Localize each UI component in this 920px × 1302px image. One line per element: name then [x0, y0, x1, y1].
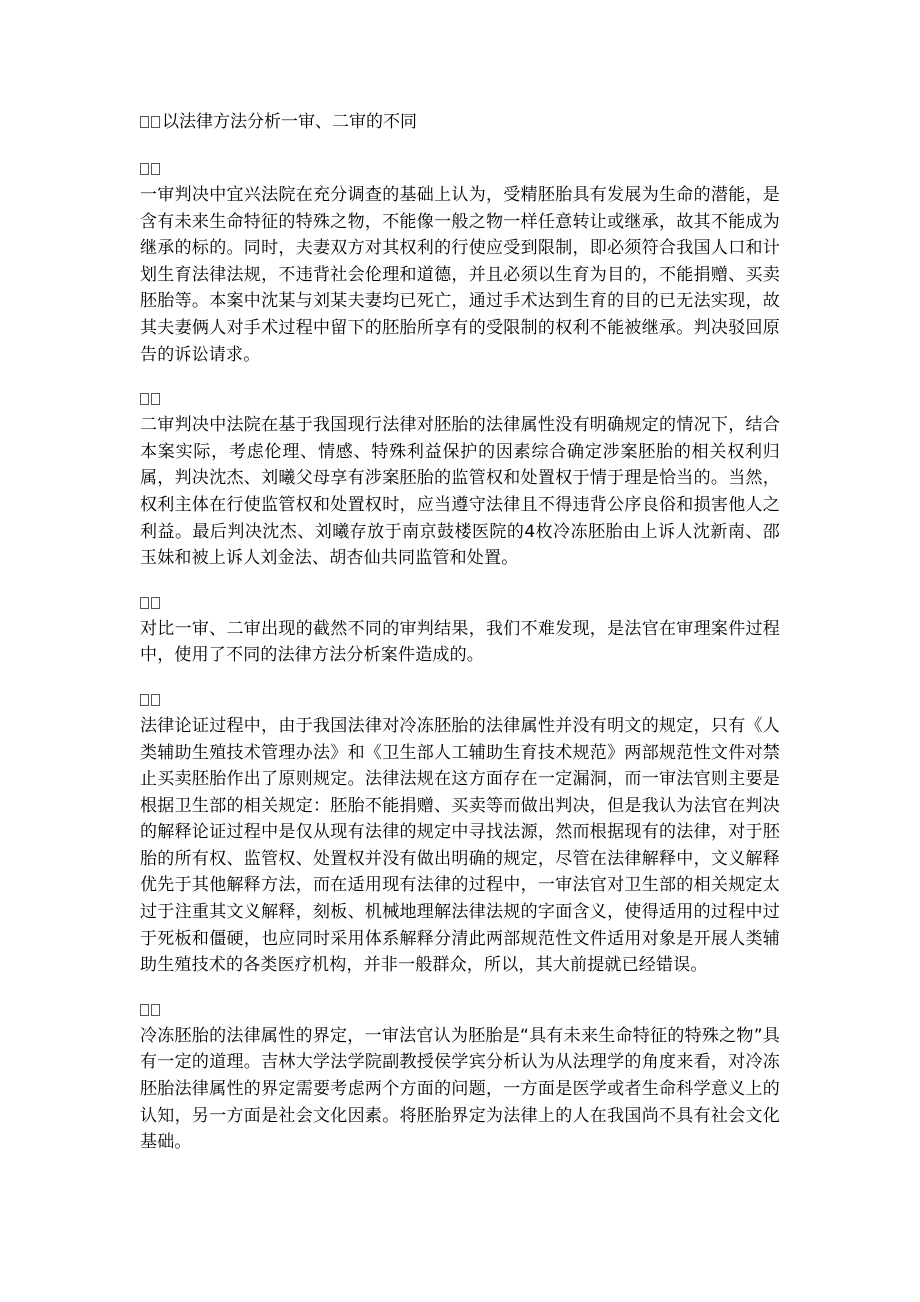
paragraph-legal-reasoning: 法律论证过程中，由于我国法律对冷冻胚胎的法律属性并没有明文的规定，只有《人类辅助生殖技术管理办法》和《卫生部人工辅助生育技术规范》两部规范性文件对禁止买卖胚胎作出了原则规定。法律法规在这方面存在一定漏洞，而一审法官则主要是根据卫生部的相关规定：胚胎不能捐赠、买卖等而做出判决，但是我认为法官在判决的解释论证过程中是仅从现有法律的规定中寻找法源，然而根据现有的法律，对于胚胎的所有权、监管权、处置权并没有做出明确的规定，尽管在法律解释中，文义解释优先于其他解释方法，而在适用现有法律的过程中，一审法官对卫生部的相关规定太过于注重其文义解释，刻板、机械地理解法律法规的字面含义，使得适用的过程中过于死板和僵硬，也应同时采用体系解释分清此两部规范性文件适用对象是开展人类辅助生殖技术的各类医疗机构，并非一般群众，所以，其大前提就已经错误。	[140, 715, 780, 976]
paragraph-marker	[140, 997, 780, 1023]
paragraph-section-5	[140, 997, 780, 1156]
paragraph-marker	[140, 156, 780, 182]
missing-glyph-icon	[151, 163, 160, 175]
document-page	[140, 108, 780, 1174]
paragraph-section-2	[140, 386, 780, 572]
document-title-text: 以法律方法分析一审、二审的不同	[162, 112, 417, 132]
paragraph-legal-attribute: 冷冻胚胎的法律属性的界定，一审法官认为胚胎是“具有未来生命特征的特殊之物”具有一定的道理。吉林大学法学院副教授侯学宾分析认为从法理学的角度来看，对冷冻胚胎法律属性的界定需要考虑两个方面的问题，一方面是医学或者生命科学意义上的认知，另一方面是社会文化因素。将胚胎界定为法律上的人在我国尚不具有社会文化基础。	[140, 1025, 780, 1153]
missing-glyph-icon	[151, 116, 160, 128]
missing-glyph-icon	[151, 1004, 160, 1016]
missing-glyph-icon	[151, 393, 160, 405]
missing-glyph-icon	[140, 393, 149, 405]
paragraph-section-4	[140, 687, 780, 979]
missing-glyph-icon	[140, 116, 149, 128]
paragraph-second-instance: 二审判决中法院在基于我国现行法律对胚胎的法律属性没有明确规定的情况下，结合本案实际，考虑伦理、情感、特殊利益保护的因素综合确定涉案胚胎的相关权利归属，判决沈杰、刘曦父母享有涉案胚胎的监管权和处置权于情于理是恰当的。当然，权利主体在行使监管权和处置权时，应当遵守法律且不得违背公序良俗和损害他人之利益。最后判决沈杰、刘曦存放于南京鼓楼医院的4枚冷冻胚胎由上诉人沈新南、邵玉妹和被上诉人刘金法、胡杏仙共同监管和处置。	[140, 415, 780, 569]
missing-glyph-icon	[140, 163, 149, 175]
paragraph-marker	[140, 590, 780, 616]
paragraph-first-instance: 一审判决中宜兴法院在充分调查的基础上认为，受精胚胎具有发展为生命的潜能，是含有未来生命特征的特殊之物，不能像一般之物一样任意转让或继承，故其不能成为继承的标的。同时，夫妻双方对其权利的行使应受到限制，即必须符合我国人口和计划生育法律法规，不违背社会伦理和道德，并且必须以生育为目的，不能捐赠、买卖胚胎等。本案中沈某与刘某夫妻均已死亡，通过手术达到生育的目的已无法实现，故其夫妻俩人对手术过程中留下的胚胎所享有的受限制的权利不能被继承。判决驳回原告的诉讼请求。	[140, 185, 780, 365]
paragraph-section-1	[140, 156, 780, 368]
missing-glyph-icon	[140, 1004, 149, 1016]
missing-glyph-icon	[151, 597, 160, 609]
missing-glyph-icon	[151, 694, 160, 706]
document-title	[140, 108, 780, 136]
paragraph-marker	[140, 386, 780, 412]
paragraph-comparison: 对比一审、二审出现的截然不同的审判结果，我们不难发现，是法官在审理案件过程中，使用了不同的法律方法分析案件造成的。	[140, 618, 780, 666]
missing-glyph-icon	[140, 597, 149, 609]
missing-glyph-icon	[140, 694, 149, 706]
paragraph-section-3	[140, 590, 780, 669]
paragraph-marker	[140, 687, 780, 713]
